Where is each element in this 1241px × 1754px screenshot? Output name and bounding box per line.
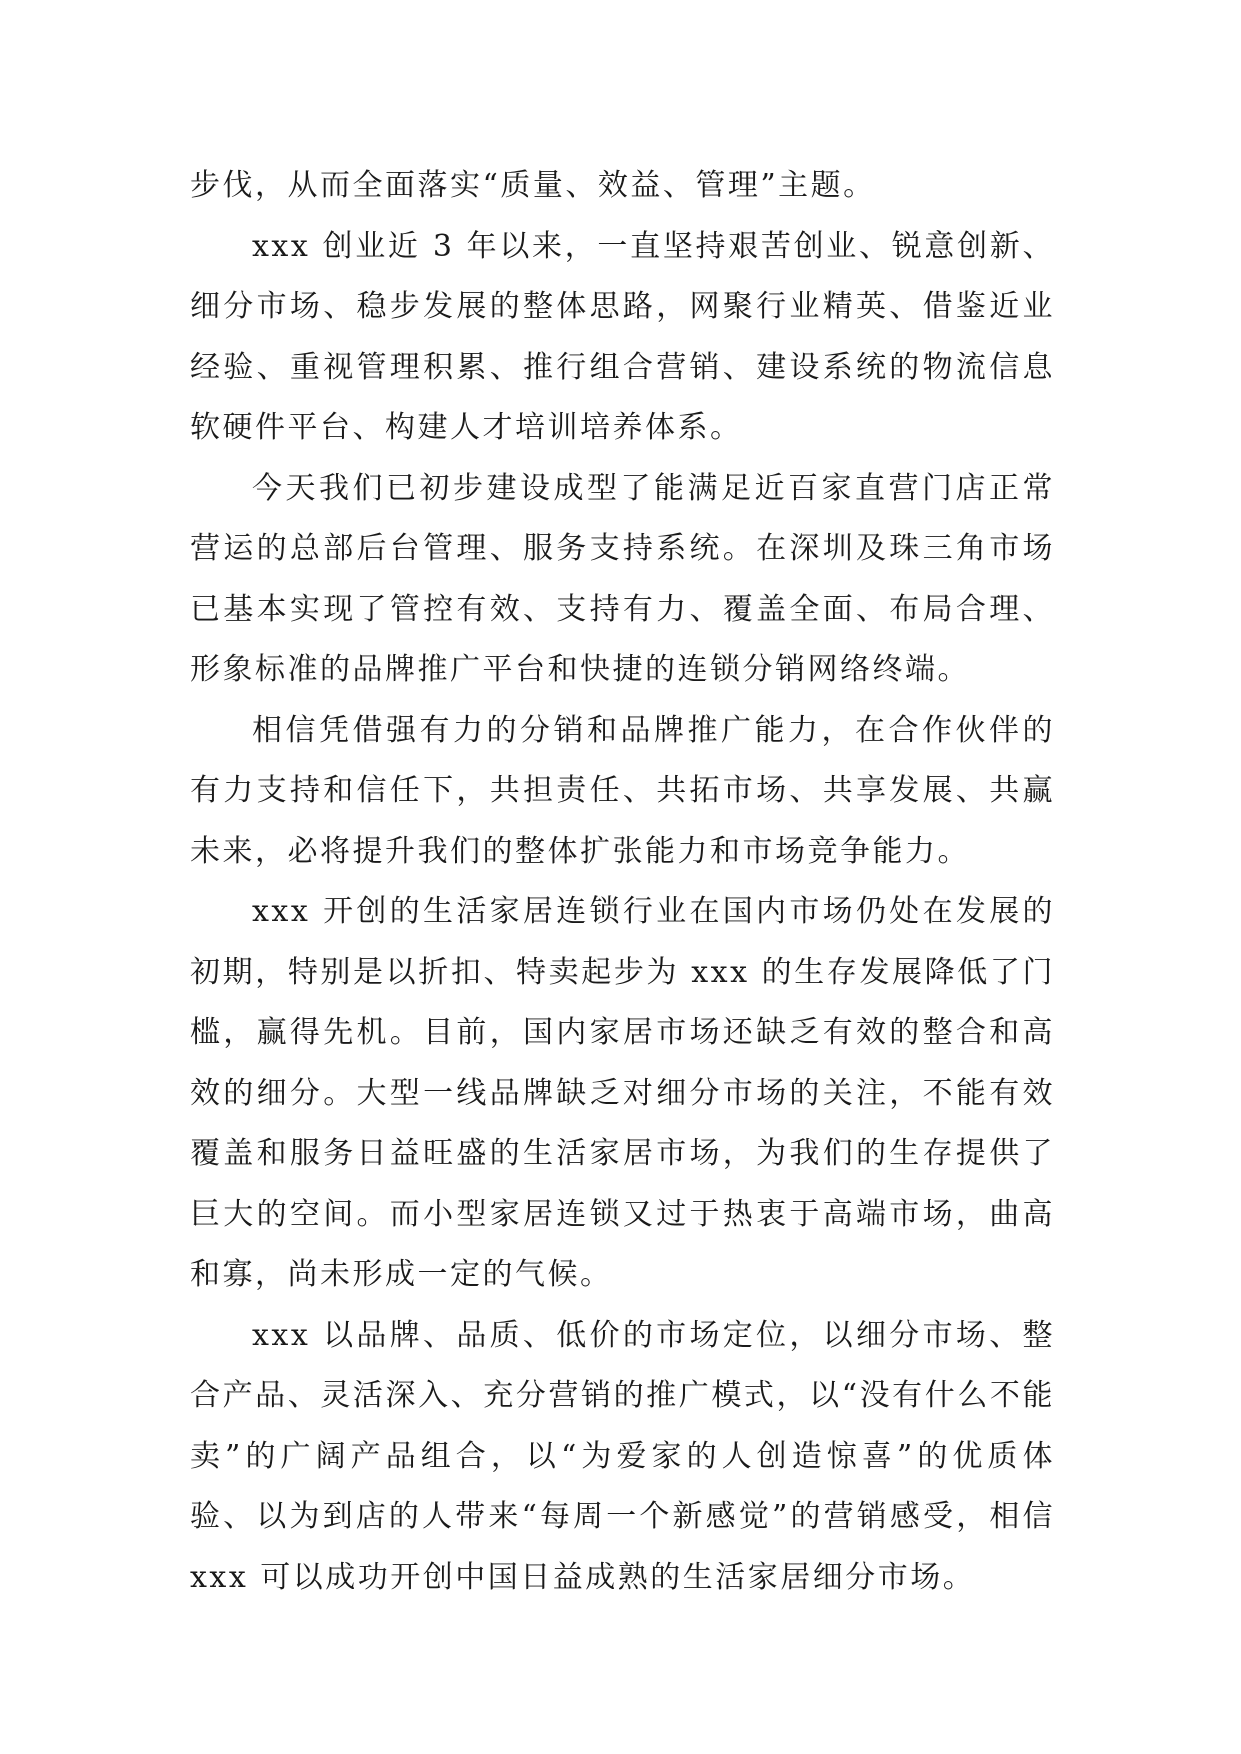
paragraph-5: xxx 开创的生活家居连锁行业在国内市场仍处在发展的初期，特别是以折扣、特卖起步为 xxx 的生存发展降低了门槛，赢得先机。目前，国内家居市场还缺乏有效的整合和高效的细分。大型一线品牌缺乏对细分市场的关注，不能有效覆盖和服务日益旺盛的生活家居市场，为我们的生存提供了巨大的空间。而小型家居连锁又过于热衷于高端市场，曲高和寡，尚未形成一定的气候。 <box>190 894 1055 1292</box>
paragraph-2: xxx 创业近 3 年以来，一直坚持艰苦创业、锐意创新、细分市场、稳步发展的整体思路，网聚行业精英、借鉴近业经验、重视管理积累、推行组合营销、建设系统的物流信息软硬件平台、构建人才培训培养体系。 <box>190 228 1055 445</box>
paragraph-1: 步伐，从而全面落实“质量、效益、管理”主题。 <box>190 168 876 203</box>
paragraph-3: 今天我们已初步建设成型了能满足近百家直营门店正常营运的总部后台管理、服务支持系统。在深圳及珠三角市场已基本实现了管控有效、支持有力、覆盖全面、布局合理、形象标准的品牌推广平台和快捷的连锁分销网络终端。 <box>190 470 1055 687</box>
paragraph-4: 相信凭借强有力的分销和品牌推广能力，在合作伙伴的有力支持和信任下，共担责任、共拓市场、共享发展、共赢未来，必将提升我们的整体扩张能力和市场竞争能力。 <box>190 712 1055 869</box>
paragraph-6: xxx 以品牌、品质、低价的市场定位，以细分市场、整合产品、灵活深入、充分营销的推广模式，以“没有什么不能卖”的广阔产品组合，以“为爱家的人创造惊喜”的优质体验、以为到店的人带来“每周一个新感觉”的营销感受，相信 xxx 可以成功开创中国日益成熟的生活家居细分市场。 <box>190 1317 1055 1595</box>
document-body <box>190 156 1055 1608</box>
